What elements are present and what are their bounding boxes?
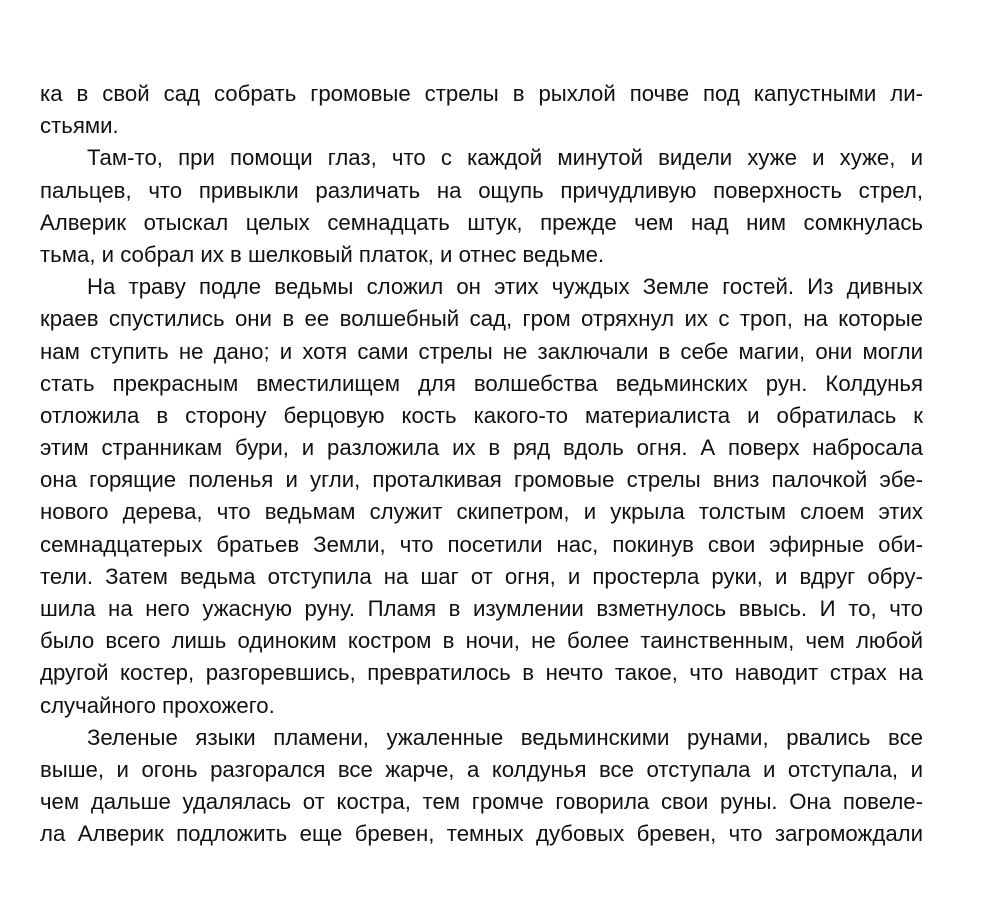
text-line: выше, и огонь разгорался все жарче, а колдунья все отступала и отступала, и	[40, 756, 923, 782]
text-line: чем дальше удалялась от костра, тем громче говорила свои руны. Она повеле-	[40, 789, 923, 815]
text-line: стать прекрасным вместилищем для волшебства ведьминских рун. Колдунья	[40, 370, 923, 396]
text-line: нового дерева, что ведьмам служит скипетром, и укрыла толстым слоем этих	[40, 499, 923, 525]
text-line: Алверик отыскал целых семнадцать штук, прежде чем над ним сомкнулась	[40, 209, 923, 235]
text-line: пальцев, что привыкли различать на ощупь причудливую поверхность стрел,	[40, 177, 923, 203]
text-line: было всего лишь одиноким костром в ночи, не более таинственным, чем любой	[40, 628, 923, 654]
text-line: она горящие поленья и угли, проталкивая громовые стрелы вниз палочкой эбе-	[40, 467, 923, 493]
text-line: нам ступить не дано; и хотя сами стрелы не заключали в себе магии, они могли	[40, 338, 923, 364]
document-page	[40, 78, 923, 851]
text-line: тьма, и собрал их в шелковый платок, и отнес ведьме.	[40, 241, 605, 267]
text-line: краев спустились они в ее волшебный сад, гром отряхнул их с троп, на которые	[40, 306, 923, 332]
text-line: отложила в сторону берцовую кость какого-то материалиста и обратилась к	[40, 402, 923, 428]
text-line: шила на него ужасную руну. Пламя в изумлении взметнулось ввысь. И то, что	[40, 596, 923, 621]
text-line: ла Алверик подложить еще бревен, темных дубовых бревен, что загромождали	[40, 821, 923, 847]
text-line: другой костер, разгоревшись, превратилось в нечто такое, что наводит страх на	[40, 660, 923, 686]
text-line: этим странникам бури, и разложила их в ряд вдоль огня. А поверх набросала	[40, 435, 923, 461]
text-line: семнадцатерых братьев Земли, что посетили нас, покинув свои эфирные оби-	[40, 531, 923, 557]
text-line: ка в свой сад собрать громовые стрелы в рыхлой почве под капустными ли-	[40, 81, 923, 106]
text-line: тели. Затем ведьма отступила на шаг от огня, и простерла руки, и вдруг обру-	[40, 563, 923, 589]
paragraph-first-line: Там-то, при помощи глаз, что с каждой минутой видели хуже и хуже, и	[87, 145, 923, 171]
text-line: случайного прохожего.	[40, 692, 275, 718]
paragraph-first-line: На траву подле ведьмы сложил он этих чуждых Земле гостей. Из дивных	[87, 274, 923, 300]
text-line: стьями.	[40, 113, 119, 139]
paragraph-first-line: Зеленые языки пламени, ужаленные ведьминскими рунами, рвались все	[87, 724, 923, 750]
